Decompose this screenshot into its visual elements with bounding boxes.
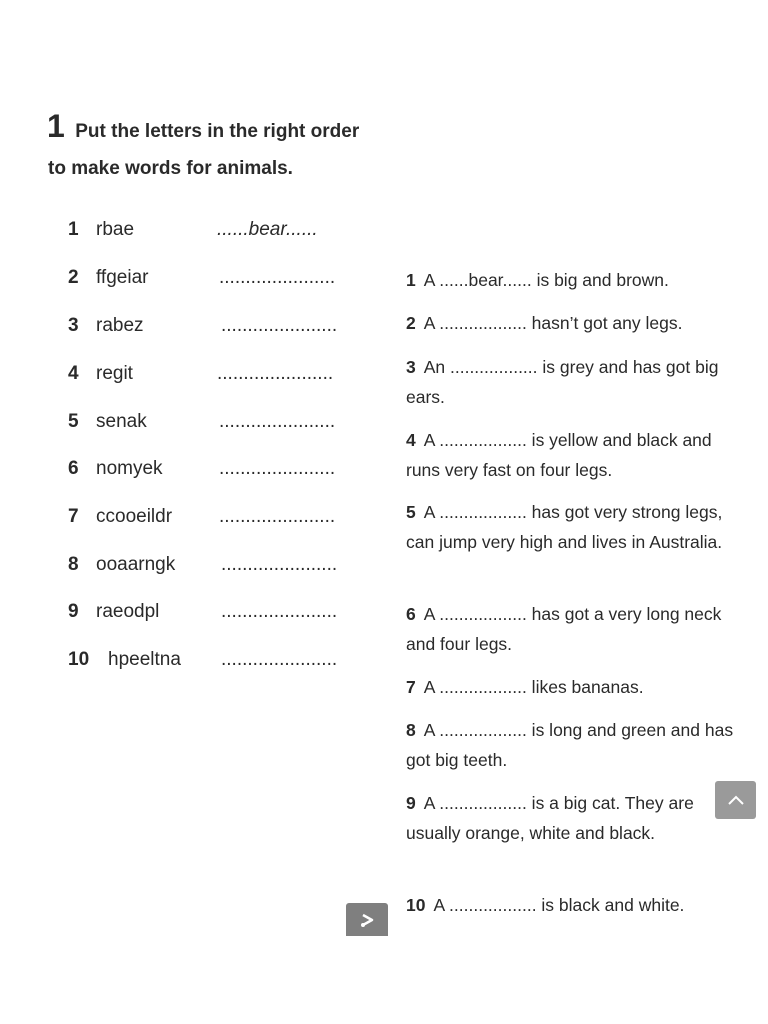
instruction-text-2: to make words for animals.: [48, 158, 293, 179]
sentence-item: [406, 789, 736, 848]
item-number: 3: [68, 315, 79, 336]
sentence-number: 6: [406, 604, 416, 624]
answer-blank[interactable]: ......................: [221, 315, 338, 336]
list-item: [68, 554, 338, 580]
sentence-item: [406, 426, 736, 485]
item-number: 6: [68, 458, 79, 479]
sentence-item: [406, 309, 736, 339]
sentence-text: A .................. hasn’t got any legs.: [423, 313, 683, 333]
sentence-item: [406, 498, 736, 557]
sentence-text: A .................. is long and green and has got big teeth.: [406, 720, 734, 770]
list-item: [68, 315, 338, 341]
list-item: [68, 267, 336, 293]
scrambled-word: ffgeiar: [96, 267, 149, 288]
sentence-item: [406, 600, 736, 659]
share-button[interactable]: [346, 903, 388, 936]
answer-blank[interactable]: ......................: [219, 267, 336, 288]
sentence-item: [406, 353, 736, 412]
sentence-number: 10: [406, 895, 426, 915]
list-item: [68, 458, 336, 484]
sentence-number: 4: [406, 430, 416, 450]
sentence-text: A .................. is a big cat. They are usually orange, white and black.: [406, 793, 694, 843]
item-number: 1: [68, 219, 79, 240]
scroll-to-top-button[interactable]: [715, 781, 756, 819]
answer-blank[interactable]: ......................: [221, 649, 338, 670]
item-number: 4: [68, 363, 79, 384]
answer-blank[interactable]: ......................: [219, 506, 336, 527]
sentence-text: A .................. likes bananas.: [423, 677, 644, 697]
sentence-number: 1: [406, 270, 416, 290]
sentence-text: A .................. is black and white.: [433, 895, 685, 915]
sentence-item: [406, 891, 736, 921]
list-item: [68, 506, 336, 532]
sentence-text: A .................. is yellow and black and runs very fast on four legs.: [406, 430, 712, 480]
sentence-number: 8: [406, 720, 416, 740]
sentence-item: [406, 673, 736, 703]
sentence-text: A .................. has got very strong legs, can jump very high and lives in Australia.: [406, 502, 723, 552]
sentence-text: A ......bear...... is big and brown.: [423, 270, 669, 290]
scrambled-word: rbae: [96, 219, 135, 240]
list-item: [68, 601, 338, 627]
item-number: 5: [68, 411, 79, 432]
scrambled-word: nomyek: [96, 458, 163, 479]
chevron-up-icon: [727, 794, 745, 806]
share-arrow-icon: [358, 911, 376, 929]
answer-blank[interactable]: ......................: [221, 601, 338, 622]
title-line-1: [47, 108, 359, 145]
scrambled-word: raeodpl: [96, 601, 160, 622]
exercise-number: 1: [47, 108, 65, 144]
scrambled-word: ooaarngk: [96, 554, 176, 575]
sentence-number: 9: [406, 793, 416, 813]
scrambled-word: rabez: [96, 315, 144, 336]
scrambled-word: senak: [96, 411, 147, 432]
scrambled-word: hpeeltna: [108, 649, 181, 670]
sentence-number: 7: [406, 677, 416, 697]
answer-blank: ......bear......: [217, 219, 318, 240]
scrambled-word: regit: [96, 363, 133, 384]
list-item: [68, 649, 338, 675]
item-number: 8: [68, 554, 79, 575]
answer-blank[interactable]: ......................: [219, 411, 336, 432]
sentence-text: An .................. is grey and has got big ears.: [406, 357, 719, 407]
item-number: 10: [68, 649, 90, 670]
sentence-item: [406, 266, 736, 296]
sentence-number: 5: [406, 502, 416, 522]
list-item: [68, 363, 334, 389]
sentence-number: 3: [406, 357, 416, 377]
instruction-text-1: Put the letters in the right order: [75, 121, 360, 142]
item-number: 7: [68, 506, 79, 527]
item-number: 9: [68, 601, 79, 622]
sentence-item: [406, 716, 736, 775]
answer-blank[interactable]: ......................: [219, 458, 336, 479]
sentence-text: A .................. has got a very long neck and four legs.: [406, 604, 722, 654]
list-item: [68, 411, 336, 437]
list-item: [68, 219, 318, 245]
scrambled-word: ccooeildr: [96, 506, 173, 527]
sentence-number: 2: [406, 313, 416, 333]
answer-blank[interactable]: ......................: [217, 363, 334, 384]
item-number: 2: [68, 267, 79, 288]
answer-blank[interactable]: ......................: [221, 554, 338, 575]
